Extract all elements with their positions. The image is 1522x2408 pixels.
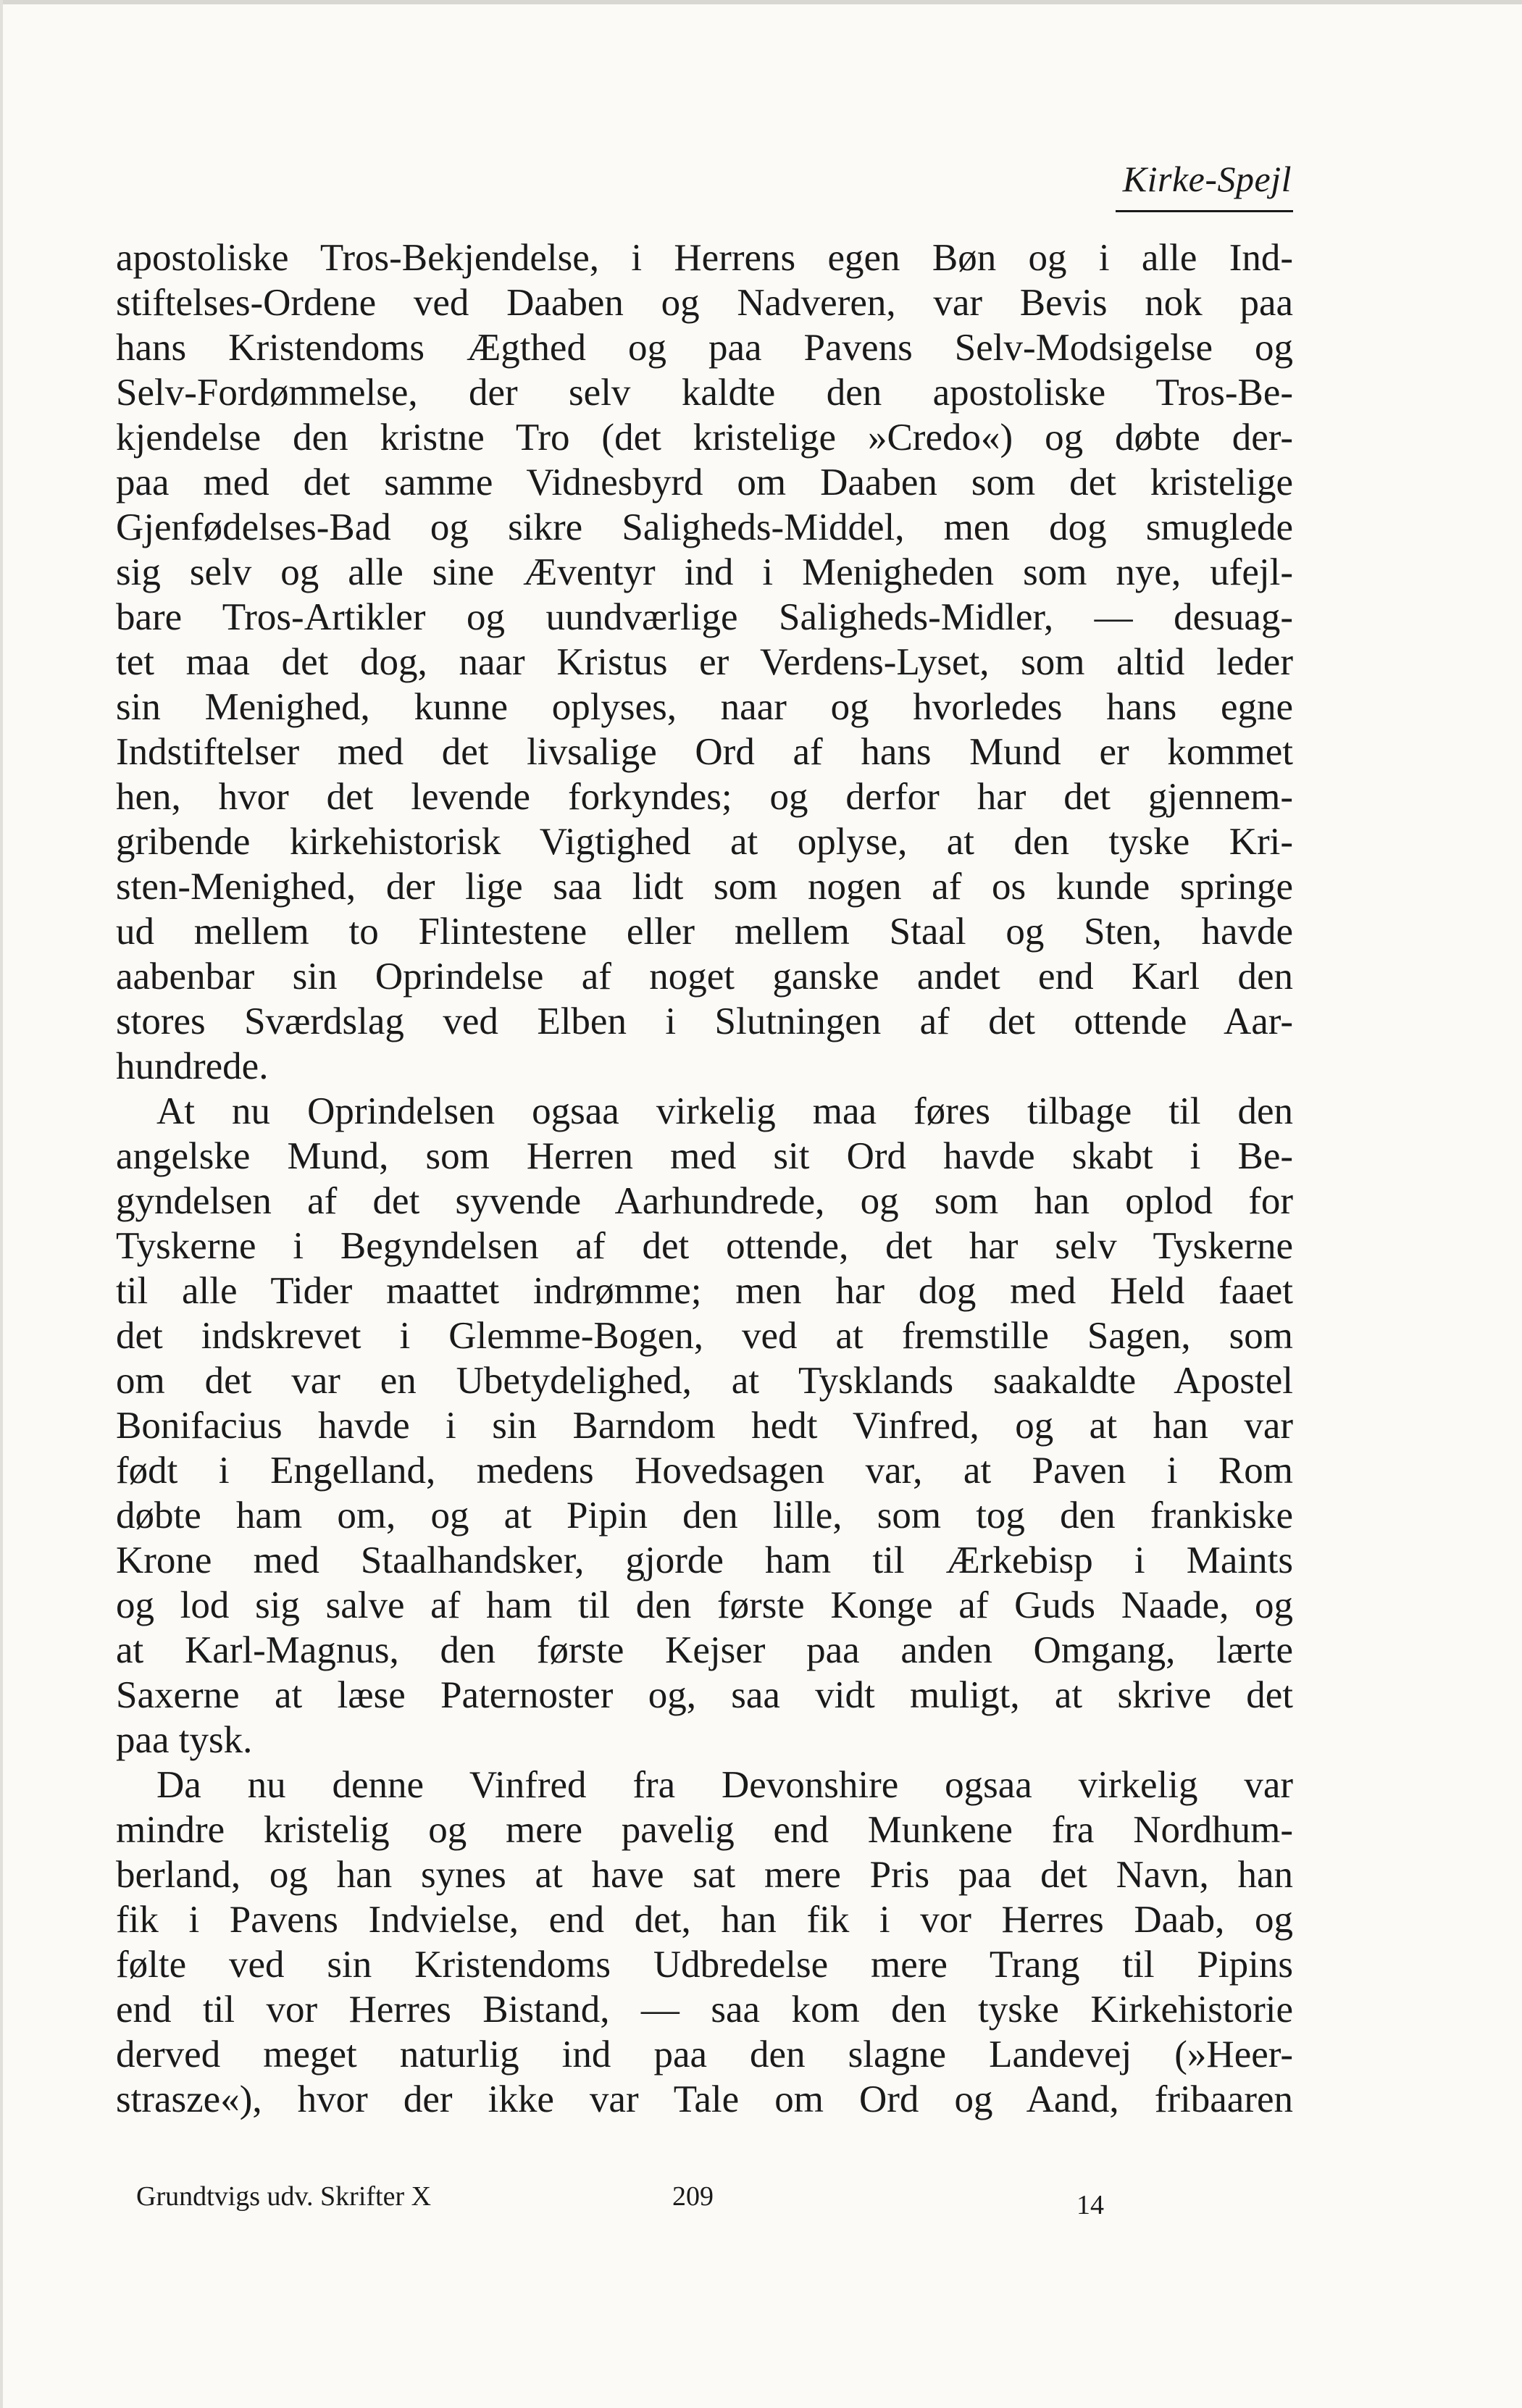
- page-footer: [136, 2181, 1150, 2224]
- text-line: døbte ham om, og at Pipin den lille, som tog den frankiske: [116, 1494, 1293, 1537]
- page-edge-left: [0, 0, 3, 2408]
- text-line: følte ved sin Kristendoms Udbredelse mere Trang til Pipins: [116, 1944, 1293, 1986]
- text-line: sten-Menighed, der lige saa lidt som nogen af os kunde springe: [116, 866, 1293, 908]
- text-line: stiftelses-Ordene ved Daaben og Nadveren, var Bevis nok paa: [116, 282, 1293, 324]
- text-line: hen, hvor det levende forkyndes; og derfor har det gjennem-: [116, 776, 1293, 818]
- text-line: bare Tros-Artikler og uundværlige Saligheds-Midler, — desuag-: [116, 596, 1293, 638]
- text-line: Saxerne at læse Paternoster og, saa vidt muligt, at skrive det: [116, 1674, 1293, 1716]
- text-line: kjendelse den kristne Tro (det kristelige »Credo«) og døbte der-: [116, 417, 1293, 459]
- text-line: gribende kirkehistorisk Vigtighed at oplyse, at den tyske Kri-: [116, 821, 1293, 863]
- sheet-number: 14: [1076, 2190, 1104, 2220]
- text-line: sig selv og alle sine Æventyr ind i Menigheden som nye, ufejl-: [116, 551, 1293, 593]
- text-line: mindre kristelig og mere pavelig end Munkene fra Nordhum-: [116, 1809, 1293, 1851]
- text-line: Selv-Fordømmelse, der selv kaldte den apostoliske Tros-Be-: [116, 372, 1293, 414]
- text-line: tet maa det dog, naar Kristus er Verdens-Lyset, som altid leder: [116, 641, 1293, 683]
- book-signature: Grundtvigs udv. Skrifter X: [136, 2181, 432, 2212]
- page-number: 209: [672, 2181, 714, 2212]
- text-line: paa med det samme Vidnesbyrd om Daaben som det kristelige: [116, 461, 1293, 503]
- text-line: sin Menighed, kunne oplyses, naar og hvorledes hans egne: [116, 686, 1293, 728]
- text-line: Gjenfødelses-Bad og sikre Saligheds-Middel, men dog smuglede: [116, 506, 1293, 548]
- text-line: Bonifacius havde i sin Barndom hedt Vinfred, og at han var: [116, 1405, 1293, 1447]
- text-line: Tyskerne i Begyndelsen af det ottende, det har selv Tyskerne: [116, 1225, 1293, 1267]
- text-line: apostoliske Tros-Bekjendelse, i Herrens egen Bøn og i alle Ind-: [116, 237, 1293, 279]
- text-line: strasze«), hvor der ikke var Tale om Ord og Aand, fribaaren: [116, 2078, 1293, 2120]
- paragraph-start-line: Da nu denne Vinfred fra Devonshire ogsaa virkelig var: [156, 1764, 1293, 1806]
- paragraph-start-line: At nu Oprindelsen ogsaa virkelig maa føres tilbage til den: [156, 1090, 1293, 1132]
- text-line: hans Kristendoms Ægthed og paa Pavens Selv-Modsigelse og: [116, 327, 1293, 369]
- running-head-rule: [1116, 210, 1293, 212]
- text-line: og lod sig salve af ham til den første Konge af Guds Naade, og: [116, 1584, 1293, 1626]
- text-line: det indskrevet i Glemme-Bogen, ved at fremstille Sagen, som: [116, 1315, 1293, 1357]
- text-line: end til vor Herres Bistand, — saa kom den tyske Kirkehistorie: [116, 1989, 1293, 2031]
- text-line: gyndelsen af det syvende Aarhundrede, og som han oplod for: [116, 1180, 1293, 1222]
- running-head: Kirke-Spejl: [1122, 159, 1292, 199]
- text-line: fik i Pavens Indvielse, end det, han fik i vor Herres Daab, og: [116, 1899, 1293, 1941]
- text-line: Indstiftelser med det livsalige Ord af hans Mund er kommet: [116, 731, 1293, 773]
- text-line: paa tysk.: [116, 1719, 253, 1761]
- text-line: angelske Mund, som Herren med sit Ord havde skabt i Be-: [116, 1135, 1293, 1177]
- text-line: hundrede.: [116, 1045, 269, 1087]
- text-line: om det var en Ubetydelighed, at Tysklands saakaldte Apostel: [116, 1360, 1293, 1402]
- body-text: [116, 235, 1293, 2122]
- text-line: aabenbar sin Oprindelse af noget ganske andet end Karl den: [116, 956, 1293, 998]
- page-edge-top: [0, 0, 1522, 4]
- text-line: at Karl-Magnus, den første Kejser paa anden Omgang, lærte: [116, 1629, 1293, 1671]
- text-line: derved meget naturlig ind paa den slagne Landevej (»Heer-: [116, 2033, 1293, 2075]
- text-line: ud mellem to Flintestene eller mellem Staal og Sten, havde: [116, 911, 1293, 953]
- text-line: berland, og han synes at have sat mere Pris paa det Navn, han: [116, 1854, 1293, 1896]
- text-line: stores Sværdslag ved Elben i Slutningen af det ottende Aar-: [116, 1000, 1293, 1042]
- text-line: til alle Tider maattet indrømme; men har dog med Held faaet: [116, 1270, 1293, 1312]
- text-line: Krone med Staalhandsker, gjorde ham til Ærkebisp i Maints: [116, 1539, 1293, 1581]
- text-line: født i Engelland, medens Hovedsagen var, at Paven i Rom: [116, 1450, 1293, 1492]
